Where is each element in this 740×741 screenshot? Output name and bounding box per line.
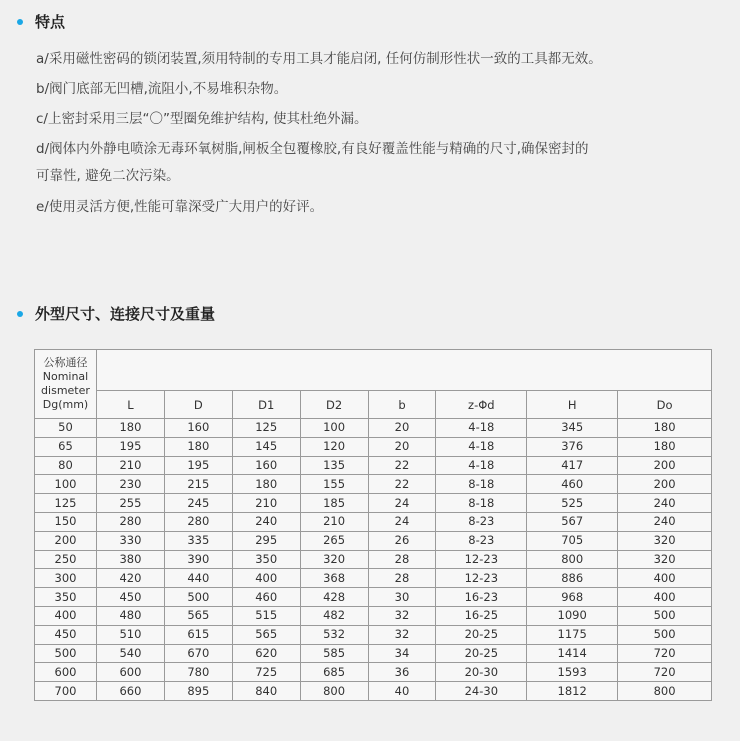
table-cell: 160 — [232, 456, 300, 475]
row-nominal-diameter: 100 — [35, 475, 97, 494]
table-cell: 20 — [368, 419, 436, 438]
table-cell: 255 — [96, 494, 164, 513]
feature-item-c: c/上密封采用三层“〇”型圈免维护结构, 使其杜绝外漏。 — [36, 111, 368, 127]
table-cell: 1593 — [527, 663, 618, 682]
table-cell: 567 — [527, 512, 618, 531]
table-cell: 100 — [300, 419, 368, 438]
column-header: D2 — [300, 391, 368, 419]
table-cell: 532 — [300, 625, 368, 644]
table-cell: 22 — [368, 475, 436, 494]
table-cell: 1812 — [527, 682, 618, 701]
table-cell: 350 — [232, 550, 300, 569]
column-header: L — [96, 391, 164, 419]
table-header-top-row — [35, 350, 712, 391]
table-cell: 265 — [300, 531, 368, 550]
table-cell: 145 — [232, 437, 300, 456]
table-cell: 160 — [164, 419, 232, 438]
table-cell: 780 — [164, 663, 232, 682]
table-cell: 685 — [300, 663, 368, 682]
table-cell: 720 — [618, 644, 712, 663]
table-cell: 565 — [232, 625, 300, 644]
table-cell: 800 — [300, 682, 368, 701]
table-cell: 440 — [164, 569, 232, 588]
bullet-icon — [17, 19, 23, 25]
table-cell: 480 — [96, 606, 164, 625]
row-nominal-diameter: 500 — [35, 644, 97, 663]
table-cell: 400 — [618, 569, 712, 588]
header-nominal-en1: Nominal — [42, 370, 89, 383]
table-cell: 380 — [96, 550, 164, 569]
table-row — [35, 625, 712, 644]
column-header: Do — [618, 391, 712, 419]
table-cell: 345 — [527, 419, 618, 438]
table-cell: 800 — [618, 682, 712, 701]
table-cell: 600 — [96, 663, 164, 682]
table-cell: 32 — [368, 606, 436, 625]
table-cell: 320 — [618, 531, 712, 550]
row-nominal-diameter: 600 — [35, 663, 97, 682]
row-nominal-diameter: 150 — [35, 512, 97, 531]
table-cell: 20-30 — [436, 663, 527, 682]
table-cell: 200 — [618, 456, 712, 475]
table-cell: 16-23 — [436, 588, 527, 607]
table-cell: 280 — [96, 512, 164, 531]
table-cell: 615 — [164, 625, 232, 644]
table-cell: 280 — [164, 512, 232, 531]
table-row — [35, 531, 712, 550]
section-heading-dimensions — [17, 303, 215, 324]
table-cell: 28 — [368, 569, 436, 588]
table-cell: 36 — [368, 663, 436, 682]
table-cell: 335 — [164, 531, 232, 550]
table-cell: 30 — [368, 588, 436, 607]
table-cell: 500 — [164, 588, 232, 607]
table-cell: 180 — [618, 419, 712, 438]
table-cell: 620 — [232, 644, 300, 663]
table-cell: 670 — [164, 644, 232, 663]
table-cell: 840 — [232, 682, 300, 701]
row-nominal-diameter: 65 — [35, 437, 97, 456]
row-nominal-diameter: 200 — [35, 531, 97, 550]
table-cell: 24 — [368, 494, 436, 513]
table-row — [35, 663, 712, 682]
table-cell: 400 — [232, 569, 300, 588]
header-nominal-unit: Dg(mm) — [42, 398, 89, 411]
table-cell: 1414 — [527, 644, 618, 663]
table-cell: 20 — [368, 437, 436, 456]
row-nominal-diameter: 125 — [35, 494, 97, 513]
table-cell: 482 — [300, 606, 368, 625]
table-cell: 417 — [527, 456, 618, 475]
row-nominal-diameter: 50 — [35, 419, 97, 438]
table-cell: 968 — [527, 588, 618, 607]
table-cell: 500 — [618, 625, 712, 644]
bullet-icon — [17, 311, 23, 317]
table-cell: 180 — [618, 437, 712, 456]
table-cell: 1175 — [527, 625, 618, 644]
row-nominal-diameter: 80 — [35, 456, 97, 475]
table-row — [35, 512, 712, 531]
feature-item-e: e/使用灵活方便,性能可靠深受广大用户的好评。 — [36, 199, 324, 215]
table-cell: 125 — [232, 419, 300, 438]
table-cell: 4-18 — [436, 437, 527, 456]
header-nominal-en2: dismeter — [41, 384, 90, 397]
table-cell: 510 — [96, 625, 164, 644]
feature-list — [36, 44, 726, 222]
dimension-table — [34, 349, 712, 701]
section-title-features: 特点 — [35, 13, 66, 31]
table-body — [35, 419, 712, 701]
table-cell: 8-23 — [436, 512, 527, 531]
table-cell: 22 — [368, 456, 436, 475]
table-cell: 660 — [96, 682, 164, 701]
table-cell: 320 — [618, 550, 712, 569]
feature-item-d-continued: 可靠性, 避免二次污染。 — [36, 168, 180, 184]
table-cell: 500 — [618, 606, 712, 625]
table-cell: 155 — [300, 475, 368, 494]
table-cell: 24 — [368, 512, 436, 531]
table-cell: 34 — [368, 644, 436, 663]
row-nominal-diameter: 350 — [35, 588, 97, 607]
table-cell: 4-18 — [436, 456, 527, 475]
table-row — [35, 550, 712, 569]
table-cell: 886 — [527, 569, 618, 588]
table-row — [35, 569, 712, 588]
table-cell: 180 — [164, 437, 232, 456]
table-cell: 4-18 — [436, 419, 527, 438]
table-cell: 400 — [618, 588, 712, 607]
table-cell: 368 — [300, 569, 368, 588]
table-cell: 585 — [300, 644, 368, 663]
section-heading-features — [17, 11, 65, 32]
table-cell: 240 — [618, 494, 712, 513]
table-cell: 376 — [527, 437, 618, 456]
column-header: D1 — [232, 391, 300, 419]
table-cell: 460 — [232, 588, 300, 607]
table-cell: 210 — [300, 512, 368, 531]
table-cell: 24-30 — [436, 682, 527, 701]
table-row — [35, 682, 712, 701]
table-row — [35, 475, 712, 494]
table-row — [35, 419, 712, 438]
table-cell: 8-23 — [436, 531, 527, 550]
row-nominal-diameter: 700 — [35, 682, 97, 701]
header-blank-cell — [96, 350, 711, 391]
feature-item-b: b/阀门底部无凹槽,流阻小,不易堆积杂物。 — [36, 81, 288, 97]
table-cell: 20-25 — [436, 644, 527, 663]
table-cell: 1090 — [527, 606, 618, 625]
table-cell: 12-23 — [436, 550, 527, 569]
table-cell: 895 — [164, 682, 232, 701]
column-header: D — [164, 391, 232, 419]
table-cell: 460 — [527, 475, 618, 494]
table-cell: 720 — [618, 663, 712, 682]
table-cell: 32 — [368, 625, 436, 644]
column-header: H — [527, 391, 618, 419]
table-cell: 230 — [96, 475, 164, 494]
table-cell: 28 — [368, 550, 436, 569]
table-cell: 525 — [527, 494, 618, 513]
table-cell: 135 — [300, 456, 368, 475]
table-cell: 180 — [96, 419, 164, 438]
table-cell: 185 — [300, 494, 368, 513]
header-nominal-diameter — [35, 350, 97, 419]
table-cell: 195 — [96, 437, 164, 456]
table-cell: 210 — [96, 456, 164, 475]
row-nominal-diameter: 300 — [35, 569, 97, 588]
feature-item-d: d/阀体内外静电喷涂无毒环氧树脂,闸板全包覆橡胶,有良好覆盖性能与精确的尺寸,确保密封的 — [36, 141, 589, 157]
section-title-dimensions: 外型尺寸、连接尺寸及重量 — [35, 305, 216, 323]
table-cell: 240 — [232, 512, 300, 531]
table-cell: 210 — [232, 494, 300, 513]
table-row — [35, 606, 712, 625]
table-row — [35, 494, 712, 513]
table-cell: 120 — [300, 437, 368, 456]
table-cell: 515 — [232, 606, 300, 625]
table-cell: 8-18 — [436, 475, 527, 494]
table-cell: 26 — [368, 531, 436, 550]
table-cell: 428 — [300, 588, 368, 607]
row-nominal-diameter: 450 — [35, 625, 97, 644]
table-cell: 195 — [164, 456, 232, 475]
table-cell: 200 — [618, 475, 712, 494]
row-nominal-diameter: 250 — [35, 550, 97, 569]
table-cell: 240 — [618, 512, 712, 531]
table-cell: 245 — [164, 494, 232, 513]
table-cell: 16-25 — [436, 606, 527, 625]
table-header-row — [35, 391, 712, 419]
table-cell: 320 — [300, 550, 368, 569]
table-cell: 450 — [96, 588, 164, 607]
table-cell: 40 — [368, 682, 436, 701]
header-nominal-cn: 公称通径 — [43, 356, 88, 369]
table-cell: 725 — [232, 663, 300, 682]
table-cell: 705 — [527, 531, 618, 550]
table-row — [35, 644, 712, 663]
table-cell: 8-18 — [436, 494, 527, 513]
table-cell: 20-25 — [436, 625, 527, 644]
table-cell: 800 — [527, 550, 618, 569]
table-row — [35, 588, 712, 607]
table-cell: 180 — [232, 475, 300, 494]
table-cell: 12-23 — [436, 569, 527, 588]
column-header: z-Φd — [436, 391, 527, 419]
table-cell: 215 — [164, 475, 232, 494]
table-cell: 540 — [96, 644, 164, 663]
table-cell: 565 — [164, 606, 232, 625]
table-cell: 420 — [96, 569, 164, 588]
table-cell: 330 — [96, 531, 164, 550]
row-nominal-diameter: 400 — [35, 606, 97, 625]
table-cell: 295 — [232, 531, 300, 550]
feature-item-a: a/采用磁性密码的锁闭装置,须用特制的专用工具才能启闭, 任何仿制形性状一致的工具都无效。 — [36, 51, 602, 67]
table-row — [35, 456, 712, 475]
column-header: b — [368, 391, 436, 419]
table-row — [35, 437, 712, 456]
table-cell: 390 — [164, 550, 232, 569]
